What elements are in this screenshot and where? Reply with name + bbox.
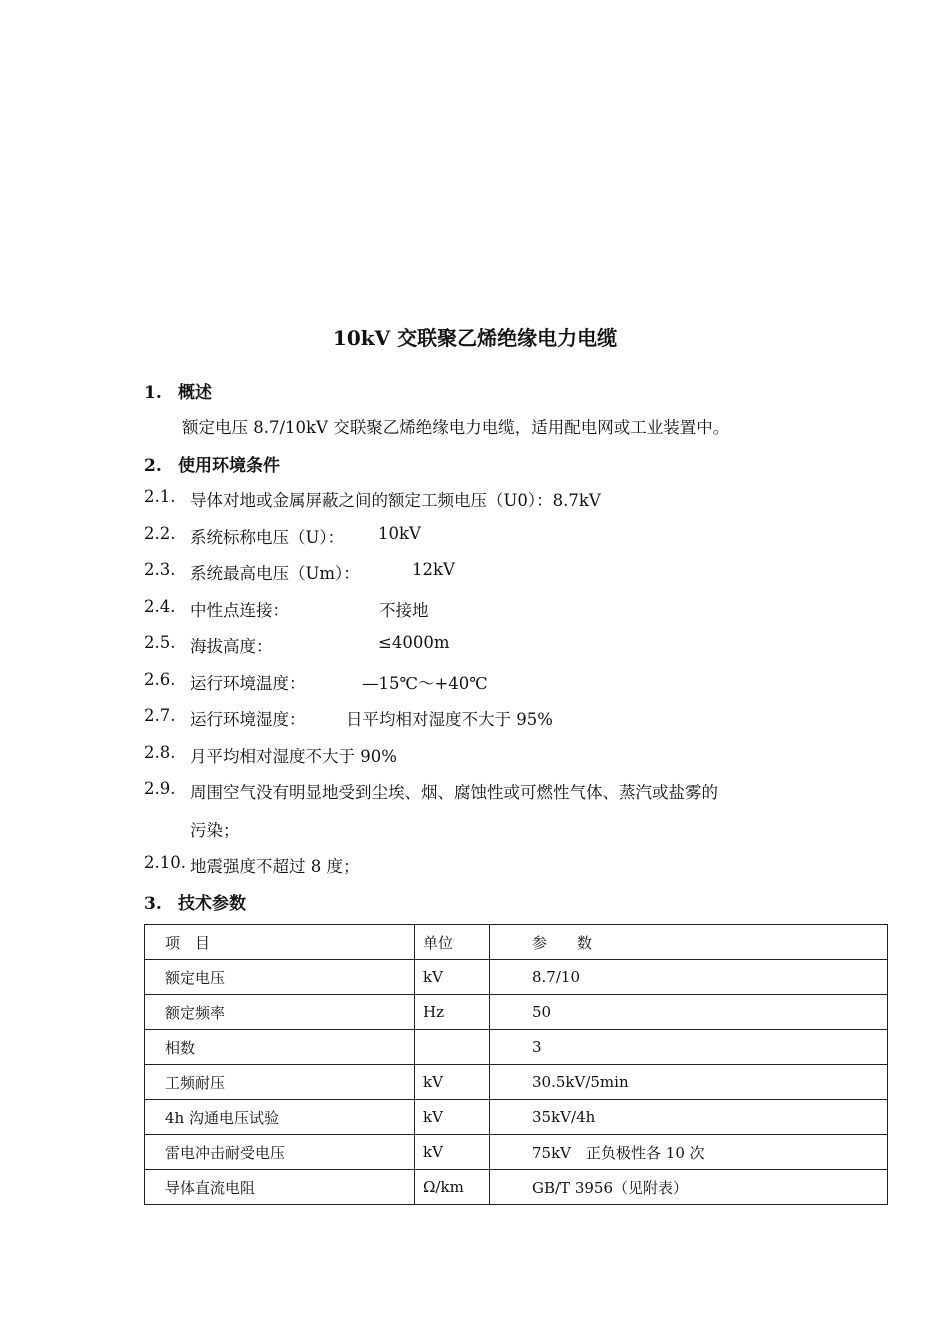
item-value: 12kV (412, 560, 455, 579)
cell-unit: kV (415, 960, 490, 995)
cell-unit (415, 1030, 490, 1065)
section-heading-overview (144, 378, 212, 403)
cell-item: 相数 (145, 1030, 415, 1065)
table-row (145, 1100, 888, 1135)
header-item: 项 目 (145, 925, 415, 960)
table-row (145, 1030, 888, 1065)
cell-unit: kV (415, 1065, 490, 1100)
condition-item-continuation: 污染； (190, 821, 240, 840)
cell-item: 导体直流电阻 (145, 1170, 415, 1205)
cell-value: 75kV 正负极性各 10 次 (490, 1135, 888, 1170)
overview-paragraph: 额定电压 8.7/10kV 交联聚乙烯绝缘电力电缆，适用配电网或工业装置中。 (182, 418, 730, 437)
cell-item: 工频耐压 (145, 1065, 415, 1100)
section-heading-conditions (144, 451, 280, 476)
table-row (145, 1135, 888, 1170)
item-label: 海拔高度： (190, 637, 273, 656)
item-label: 地震强度不超过 8 度； (190, 857, 360, 876)
cell-value: 50 (490, 995, 888, 1030)
cell-unit: Hz (415, 995, 490, 1030)
cell-value: 3 (490, 1030, 888, 1065)
item-number: 2.6. (144, 670, 176, 689)
item-number: 2.5. (144, 633, 176, 652)
item-number: 2.2. (144, 524, 176, 543)
table-row (145, 960, 888, 995)
item-number: 2.1. (144, 487, 176, 506)
item-value: 10kV (378, 524, 421, 543)
cell-unit: Ω/km (415, 1170, 490, 1205)
cell-item: 雷电冲击耐受电压 (145, 1135, 415, 1170)
item-number: 2.3. (144, 560, 176, 579)
header-unit: 单位 (415, 925, 490, 960)
item-number: 2.10. (144, 853, 186, 872)
item-number: 2.9. (144, 779, 176, 798)
item-label: 周围空气没有明显地受到尘埃、烟、腐蚀性或可燃性气体、蒸汽或盐雾的 (190, 783, 718, 802)
item-number: 2.7. (144, 706, 176, 725)
section-heading-parameters (144, 889, 246, 914)
item-number: 2.8. (144, 743, 176, 762)
table-row (145, 1170, 888, 1205)
item-value: 日平均相对湿度不大于 95% (346, 710, 553, 729)
cell-value: GB/T 3956（见附表） (490, 1170, 888, 1205)
cell-value: 35kV/4h (490, 1100, 888, 1135)
section-title: 技术参数 (178, 894, 246, 914)
cell-unit: kV (415, 1135, 490, 1170)
section-number: 1. (144, 383, 162, 403)
item-label: 月平均相对湿度不大于 90% (190, 747, 397, 766)
cell-value: 30.5kV/5min (490, 1065, 888, 1100)
item-value: 不接地 (379, 601, 429, 620)
table-row (145, 1065, 888, 1100)
header-value: 参 数 (490, 925, 888, 960)
section-number: 2. (144, 456, 162, 476)
table-row (145, 995, 888, 1030)
item-value: ≤4000m (378, 633, 450, 652)
cell-unit: kV (415, 1100, 490, 1135)
item-label: 运行环境湿度： (190, 710, 306, 729)
cell-item: 额定频率 (145, 995, 415, 1030)
cell-item: 额定电压 (145, 960, 415, 995)
section-number: 3. (144, 894, 162, 914)
item-number: 2.4. (144, 597, 176, 616)
document-title: 10kV 交联聚乙烯绝缘电力电缆 (332, 326, 618, 350)
item-label: 系统标称电压（U）： (190, 528, 345, 547)
section-title: 使用环境条件 (178, 456, 280, 476)
item-label: 导体对地或金属屏蔽之间的额定工频电压（U0）：8.7kV (190, 491, 601, 510)
cell-value: 8.7/10 (490, 960, 888, 995)
item-label: 中性点连接： (190, 601, 289, 620)
parameters-table (144, 924, 888, 1205)
cell-item: 4h 沟通电压试验 (145, 1100, 415, 1135)
section-title: 概述 (178, 383, 212, 403)
table-header-row (145, 925, 888, 960)
item-label: 运行环境温度： (190, 674, 306, 693)
item-value: —15℃～+40℃ (362, 674, 488, 693)
item-label: 系统最高电压（Um）： (190, 564, 360, 583)
